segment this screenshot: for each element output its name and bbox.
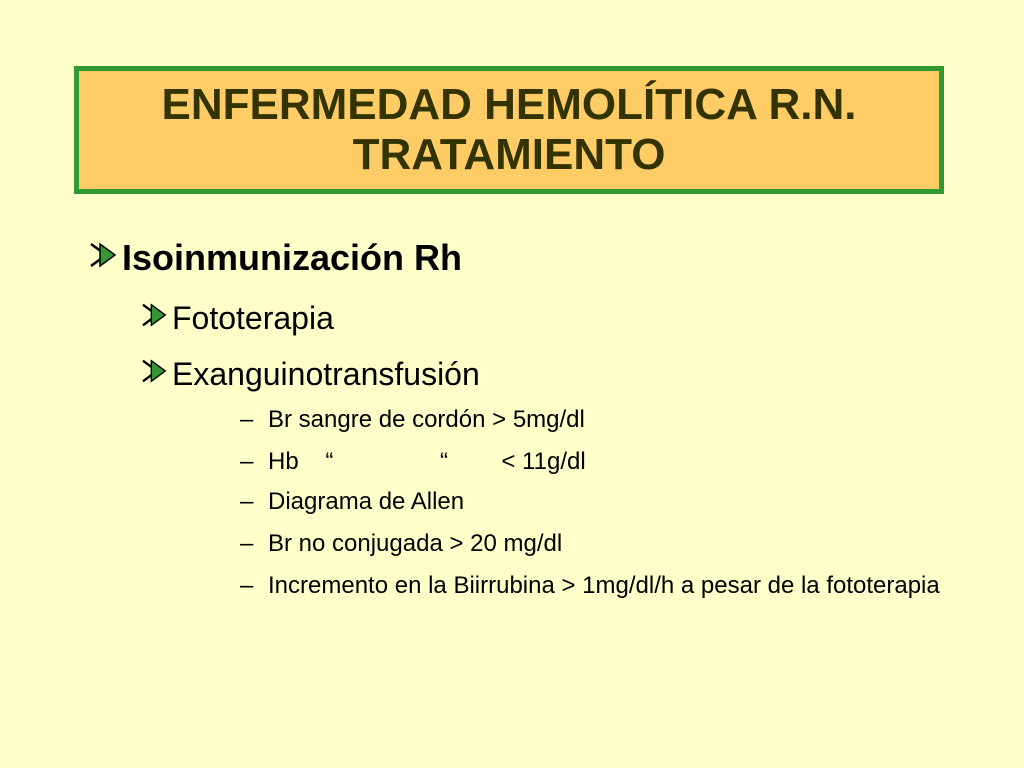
detail-item [240, 486, 940, 518]
detail-text: Hb “ “ < 11g/dl [268, 448, 586, 475]
dash-marker: – [240, 530, 254, 557]
detail-item [240, 570, 940, 602]
bullet-label: Exanguinotransfusión [172, 356, 480, 392]
detail-item [240, 528, 940, 560]
detail-item [240, 446, 940, 478]
bullet-label: Isoinmunización Rh [122, 237, 463, 278]
detail-text: Diagrama de Allen [268, 488, 465, 515]
title-line-1: ENFERMEDAD HEMOLÍTICA R.N. [161, 80, 857, 129]
dash-marker: – [240, 406, 254, 433]
detail-text: Br sangre de cordón > 5mg/dl [268, 406, 585, 433]
title-box [74, 66, 944, 194]
dash-marker: – [240, 488, 254, 515]
arrow-bullet-icon [88, 240, 122, 270]
title-line-2: TRATAMIENTO [352, 130, 666, 179]
detail-text: Br no conjugada > 20 mg/dl [268, 530, 563, 557]
dash-marker: – [240, 572, 254, 599]
arrow-bullet-icon [140, 357, 172, 385]
bullet-isoinmunizacion [88, 232, 462, 284]
arrow-bullet-icon [140, 301, 172, 329]
bullet-fototerapia [140, 296, 334, 340]
bullet-exanguinotransfusion [140, 352, 480, 396]
dash-marker: – [240, 448, 254, 475]
bullet-label: Fototerapia [172, 300, 334, 336]
detail-text: Incremento en la Biirrubina > 1mg/dl/h a pesar de la fototerapia [268, 572, 940, 599]
detail-item [240, 404, 940, 436]
